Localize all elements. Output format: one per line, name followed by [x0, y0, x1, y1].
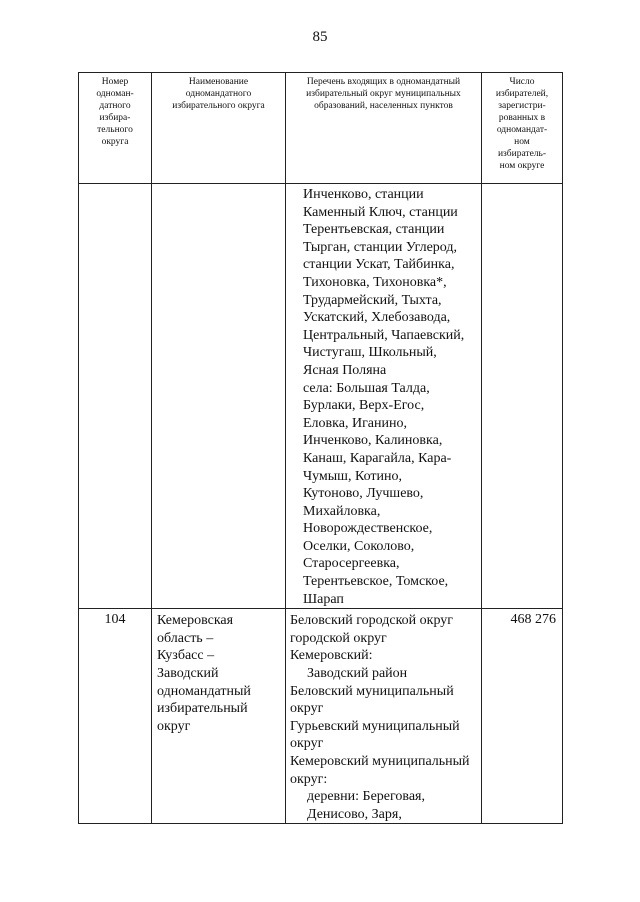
continued-settlements-cell [286, 184, 482, 609]
empty-number-cell [79, 184, 152, 609]
settlement-line: Канаш, Карагайла, Кара- [303, 450, 452, 466]
empty-count-cell [482, 184, 563, 609]
settlement-line: Центральный, Чапаевский, [303, 327, 465, 343]
settlement-line: Бурлаки, Верх-Егос, [303, 398, 425, 414]
municipalities-list: Беловский городской округ городской округ Кемеровский: Заводский район Беловский муниципальный округ Гурьевский муниципальный округ Кемеровский муниципальный округ: деревни: Береговая, Денисово, Заря, [286, 609, 482, 824]
settlement-line: Трудармейский, Тыхта, [303, 292, 442, 308]
settlement-line: Тихоновка, Тихоновка*, [303, 274, 447, 290]
table-header-row [79, 73, 563, 184]
district-number: 104 [79, 609, 152, 824]
settlement-line: Шарап [303, 591, 344, 607]
settlement-line: Старосергеевка, [303, 556, 400, 572]
settlement-line: Еловка, Иганино, [303, 415, 407, 431]
header-district-name: Наименование одномандатного избирательного округа [152, 73, 286, 184]
settlement-line: Каменный Ключ, станции [303, 204, 458, 220]
voter-count: 468 276 [482, 609, 563, 824]
settlement-line: Ясная Поляна [303, 362, 387, 378]
settlement-line: Михайловка, [303, 503, 381, 519]
settlement-line: Тырган, станции Углерод, [303, 239, 458, 255]
table-row-continuation [79, 184, 563, 609]
header-voter-count: Число избирателей, зарегистри- рованных в одномандат- ном избиратель- ном округе [482, 73, 563, 184]
settlement-line: Новорождественское, [303, 521, 433, 537]
page-number: 85 [312, 29, 328, 45]
district-name: Кемеровская область – Кузбасс – Заводский одномандатный избирательный округ [152, 609, 286, 824]
settlement-line: Кутоново, Лучшево, [303, 486, 424, 502]
header-municipalities: Перечень входящих в одномандатный избирательный округ муниципальных образований, населенных пунктов [286, 73, 482, 184]
districts-table [78, 72, 563, 824]
settlement-line: села: Большая Талда, [303, 380, 430, 396]
settlement-line: Терентьевское, Томское, [303, 574, 449, 590]
settlement-line: Чумыш, Котино, [303, 468, 403, 484]
settlement-line: Терентьевская, станции [303, 222, 445, 238]
settlement-line: Ускатский, Хлебозавода, [303, 310, 451, 326]
settlement-line: Инченково, Калиновка, [303, 433, 443, 449]
settlement-line: Оселки, Соколово, [303, 538, 415, 554]
settlement-line: Инченково, станции [303, 187, 424, 202]
settlement-line: Чистугаш, Школьный, [303, 345, 437, 361]
settlement-line: станции Ускат, Тайбинка, [303, 257, 455, 273]
empty-name-cell [152, 184, 286, 609]
settlement-list [286, 184, 481, 608]
table-row-district-104 [79, 609, 563, 824]
header-district-number: Номер одноман- датного избира- тельного округа [79, 73, 152, 184]
